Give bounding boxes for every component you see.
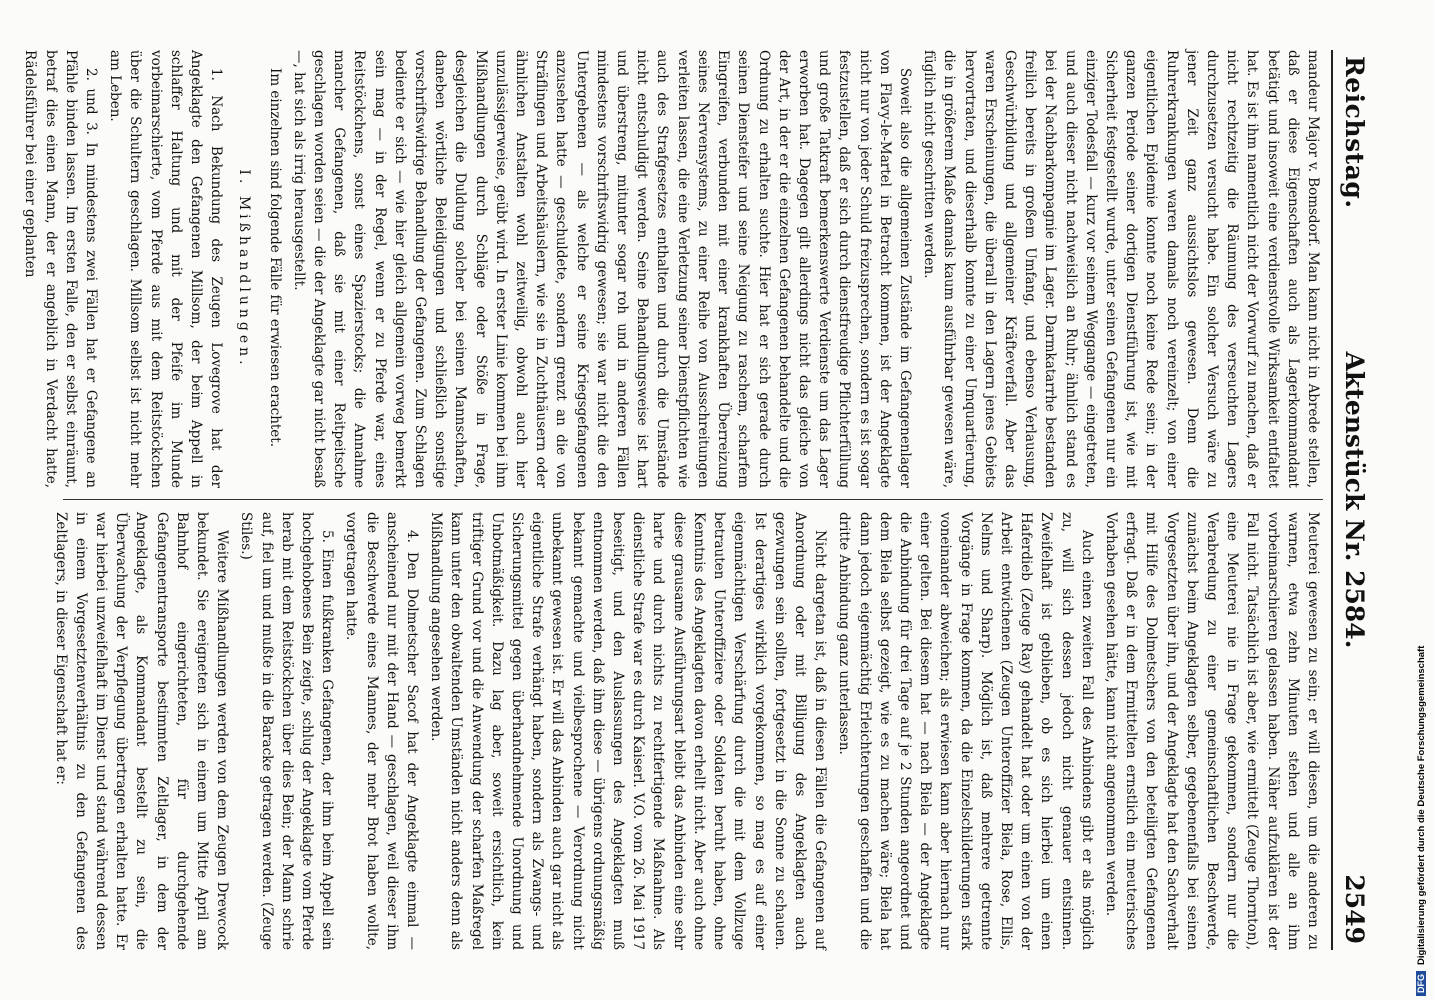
digitization-credit-strip (1416, 6, 1432, 996)
page-header (1331, 50, 1377, 950)
dfg-logo: DFG (1416, 971, 1426, 996)
text-columns (22, 50, 1323, 950)
paragraph: Im einzelnen sind folgende Fälle für erwiesen erachtet. (266, 68, 283, 448)
header-title-reichstag: Reichstag. (1340, 56, 1369, 209)
paragraph: Auch einen zweiten Fall des Anbindens gibt er als möglich zu, will sich dessen jedoch nicht genauer entsinnen. Zweifelhaft ist geblieben, ob es sich hierbei um einen Haferdieb (Zeuge Ray) gehandelt hat oder um einen von der Arbeit entwichenen (Zeugen Unteroffizier Biela, Rose, Ellis, Nelms und Sharp). Möglich ist, daß mehrere getrennte Vorgänge in Frage kommen, da die Einzelschilderungen stark voneinander abweichen; als erwiesen kann aber hiernach nur einer gelten. Bei diesem hat — nach Biela — der Angeklagte die Anbindung für drei Tage auf je 2 Stunden angeordnet und dem Biela selbst gezeigt, wie es zu machen wäre; Biela hat dann jedoch eigenmächtig Erleichterungen geschaffen und die dritte Anbindung ganz unterlassen. (836, 512, 1095, 950)
digitization-credit (1416, 6, 1432, 996)
paragraph: Meuterei gewesen zu sein; er will diesen, um die anderen zu warnen, etwa zehn Minuten stehen und alle an ihm vorbeimarschieren gelassen haben. Näher aufzuklären ist der Fall nicht. Tatsächlich ist aber, wie ermittelt (Zeuge Thornton), eine Meuterei nie in Frage gekommen, sondern nur die Verabredung zu einer gemeinschaftlichen Beschwerde, zunächst beim Angeklagten selber, gegebenenfalls bei seinen Vorgesetzten über ihn, und der Angeklagte hat den Sachverhalt mit Hilfe des Dolmetschers von den beteiligten Gefangenen erfragt. Daß er in dem Ermittelten ernstlich ein meuterisches Vorhaben gesehen hätte, kann nicht angenommen werden. (1102, 512, 1321, 950)
paragraph: mandeur Major v. Bomsdorf. Man kann nicht in Abrede stellen, daß er diese Eigenschaften auch als Lagerkommandant betätigt und insoweit eine verdienstvolle Wirksamkeit entfaltet hat. Es ist ihm namentlich nicht der Vorwurf zu machen, daß er nicht rechtzeitig die Räumung des verseuchten Lagers durchzusetzen versucht habe. Ein solcher Versuch wäre zu jener Zeit ganz aussichtslos gewesen. Denn die Ruhrerkrankungen waren damals noch vereinzelt; von einer eigentlichen Epidemie konnte noch keine Rede sein; in der ganzen Periode seiner dortigen Dienstführung ist, wie mit Sicherheit festgestellt wurde, unter seinen Gefangenen nur ein einziger Todesfall — kurz vor seinem Weggange — eingetreten, und auch dieser nicht nachweislich an Ruhr; ähnlich stand es bei der Nachbarkompagnie im Lager. Darmkatarrhe bestanden freilich bereits in großem Umfang, und ebenso Verlausung, Geschwürbildung und allgemeiner Kräfteverfall. Aber das waren Erscheinungen, die überall in den Lagern jenes Gebiets hervortraten, und dieserhalb konnte zu einer Umquartierung, die in größerem Maße damals kaum ausführbar gewesen wäre, füglich nicht geschritten werden. (921, 50, 1321, 488)
paragraph: 2. und 3. In mindestens zwei Fällen hat er Gefangene an Pfähle binden lassen. Im ersten Falle, den er selbst einräumt, betraf dies einen Mann, der er angeblich in Verdacht hatte, Rädelsführer bei einer geplanten (22, 50, 100, 488)
section-heading: I. Mißhandlungen. (236, 169, 253, 369)
right-column (52, 512, 1323, 950)
page-number: 2549 (1340, 874, 1369, 944)
paragraph: 1. Nach Bekundung des Zeugen Lovegrove hat der Angeklagte den Gefangenen Millsom, der beim Appell in schlaffer Haltung und mit der Pfeife im Munde vorbeimarschierte, vom Pferde aus mit dem Reitstöckchen über die Schultern geschlagen. Millsom selbst ist nicht mehr am Leben. (107, 50, 225, 488)
rotated-document-page (22, 50, 1377, 950)
left-column (22, 50, 1323, 488)
credit-text: Digitalisierung gefördert durch die Deutsche Forschungsgemeinschaft (1416, 645, 1427, 965)
column-divider (63, 499, 1323, 500)
header-document-number: Aktenstück Nr. 2584. (1340, 351, 1369, 649)
paragraph: Nicht dargetan ist, daß in diesen Fällen die Gefangenen auf Anordnung oder mit Billigung des Angeklagten auch gezwungen sein sollten, fortgesetzt in die Sonne zu schauen. Ist derartiges wirklich vorgekommen, so mag es auf einer eigenmächtigen Verschärfung durch die mit dem Vollzuge betrauten Unteroffiziere oder Soldaten beruht haben, ohne Kenntnis des Angeklagten davon erhellt nicht. Aber auch ohne diese grausame Ausführungsart bleibt das Anbinden eine sehr harte und durch nichts zu rechtfertigende Maßnahme. Als dienstliche Strafe war es durch Kaiserl. V.O. vom 26. Mai 1917 beseitigt, und den Auslassungen des Angeklagten muß entnommen werden, daß ihm diese — übrigens ordnungsmäßig bekannt gemachte und vielbesprochene — Verordnung nicht unbekannt gewesen ist. Er will das Anbinden auch gar nicht als eigentliche Strafe verhängt haben, sondern als Zwangs- und Sicherungsmittel gegen überhandnehmende Unordnung und Unbotmäßigkeit. Dazu lag aber, soweit ersichtlich, kein triftiger Grund vor und die Anwendung der scharfen Maßregel kann unter den obwaltenden Umständen nicht anders denn als Mißhandlung angesehen werden. (428, 512, 829, 950)
paragraph: Weitere Mißhandlungen werden von dem Zeugen Drewcock bekundet. Sie ereigneten sich in einem um Mitte April am Bahnhof eingerichteten, für durchgehende Gefangenentransporte bestimmten Zeltlager, in dem der Angeklagte, als Kommandant bestellt zu sein, die Überwachung der Verpflegung übertragen erhalten hatte. Er war hierbei unzweifelhaft im Dienst und stand während dessen in einem Vorgesetztenverhältnis zu den Gefangenen des Zeltlagers, in dieser Eigenschaft hat er: (52, 512, 231, 950)
paragraph: Soweit also die allgemeinen Zustände im Gefangenenlager von Flavy-le-Martel in Betracht kommen, ist der Angeklagte nicht nur von jeder Schuld freizusprechen, sondern es ist sogar festzustellen, daß er sich durch dienstfreudige Pflichterfüllung und große Tatkraft bemerkenswerte Verdienste um das Lager erworben hat. Dagegen gilt allerdings nicht das gleiche von der Art, in der er die einzelnen Gefangenen behandelte und die Ordnung zu erhalten suchte. Hier hat er sich gerade durch seinen Diensteifer und seine Neigung zu raschem, scharfem Eingreifen, verbunden mit einer krankhaften Überreizung seines Nervensystems, zu einer Reihe von Ausschreitungen verleiten lassen, die eine Verletzung seiner Dienstpflichten wie auch des Strafgesetzes enthalten und durch die Umstände nicht entschuldigt werden. Seine Behandlungsweise ist hart und überstreng, mitunter sogar roh und in anderen Fällen mindestens vorschriftswidrig gewesen; sie war nicht die den Untergebenen — als welche er seine Kriegsgefangenen anzusehen hatte — geschuldete, sondern grenzt an die von Sträflingen und Arbeitshäuslern, wie sie in Zuchthäusern oder ähnlichen Anstalten wohl zeitweilig, obwohl auch hier unzulässigerweise, geübt wird. In erster Linie kommen bei ihm Mißhandlungen durch Schläge oder Stöße in Frage, desgleichen die Duldung solcher bei seinen Mannschaften, daneben wörtliche Beleidigungen und schließlich sonstige vorschriftswidrige Behandlung der Gefangenen. Zum Schlagen bediente er sich — wie hier gleich allgemein vorweg bemerkt sein mag — in der Regel, wenn er zu Pferde war, eines Reitstöckchens, sonst eines Spazierstocks; die Annahme mancher Gefangenen, daß sie mit einer Reitpeitsche geschlagen worden seien — die der Angeklagte gar nicht besaß —, hat sich als irrig herausgestellt. (290, 50, 913, 488)
paragraph: 5. Einen fußkranken Gefangenen, der ihm beim Appell sein hochgehobenes Bein zeigte, schlug der Angeklagte vom Pferde herab mit dem Reitstöckchen über dies Bein; der Mann schrie auf, fiel um und mußte in die Baracke getragen werden. (Zeuge Stiles.) (238, 512, 336, 950)
paragraph: 4. Den Dolmetscher Sacof hat der Angeklagte einmal — anscheinend nur mit der Hand — geschlagen, weil dieser ihm die Beschwerde eines Mannes, der mehr Brot haben wollte, vorgetragen hatte. (343, 512, 421, 950)
